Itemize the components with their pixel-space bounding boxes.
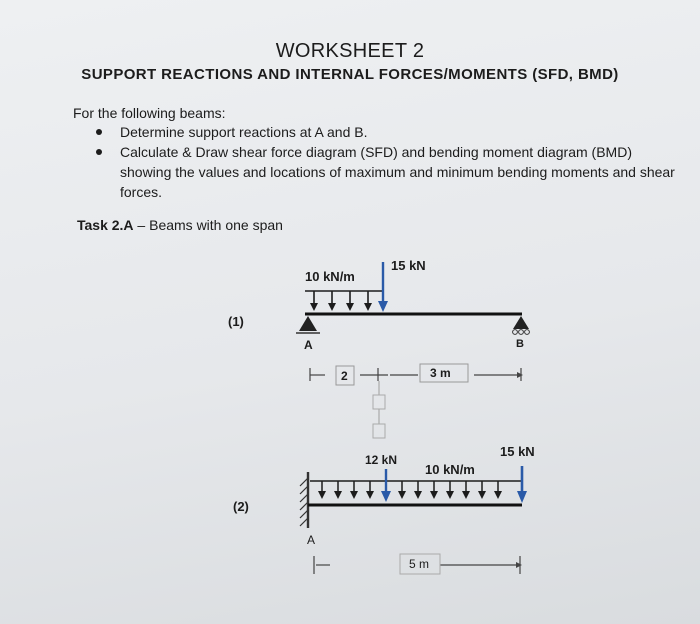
beam-2-udl-icon [310, 481, 522, 499]
beam-1-label: (1) [228, 314, 244, 329]
beam-1-point-load-arrow-icon [378, 262, 388, 312]
beam-2-dimension-label: 5 m [409, 557, 430, 571]
beam-2-label: (2) [233, 499, 249, 514]
beam-1-dimension-label: 3 m [430, 366, 451, 380]
beam-1-udl-label: 10 kN/m [305, 269, 355, 284]
page-subtitle: SUPPORT REACTIONS AND INTERNAL FORCES/MOMENTS (SFD, BMD) [81, 66, 619, 83]
beam-2-support-a-label: A [307, 533, 316, 547]
beam-1-support-b-label: B [516, 338, 524, 350]
beam-2-diagram [233, 444, 535, 574]
beam-2-point-load-label: 12 kN [365, 453, 398, 467]
beam-1-roller-support-icon [513, 316, 530, 334]
instruction-text: Calculate & Draw shear force diagram (SFD) and bending moment diagram (BMD) showing the values and locations of maximum and minimum bending moments and shear forces. [120, 144, 675, 200]
beam-1-dimension-label: 2 [341, 369, 348, 383]
beam-2-udl-label: 10 kN/m [425, 462, 475, 477]
task-number: Task 2.A [77, 217, 134, 233]
beam-1-support-a-label: A [304, 338, 313, 352]
beam-2-end-load-arrow-icon [517, 466, 527, 503]
page-title: WORKSHEET 2 [275, 40, 425, 62]
instruction-text: Determine support reactions at A and B. [120, 124, 368, 140]
intro-text: For the following beams: [73, 105, 226, 121]
beam-1-udl-icon [305, 291, 382, 311]
beam-1-point-load-label: 15 kN [391, 258, 426, 273]
beam-2-point-load-arrow-icon [381, 469, 391, 502]
beam-1-diagram [228, 258, 529, 438]
beam-2-fixed-support-icon [300, 472, 308, 528]
beam-2-end-load-label: 15 kN [500, 444, 535, 459]
beam-1-pin-support-icon [296, 316, 320, 333]
task-description: – Beams with one span [133, 217, 283, 233]
